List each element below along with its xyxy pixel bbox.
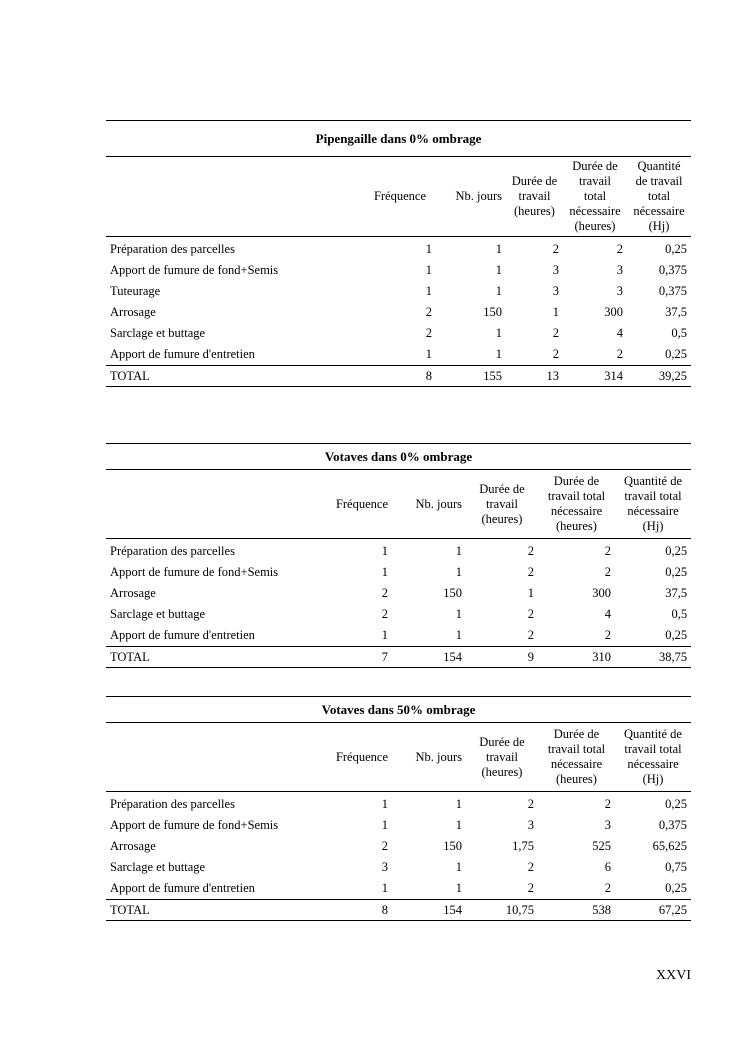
table-row — [106, 836, 691, 857]
row-label: Apport de fumure de fond+Semis — [110, 263, 279, 277]
row-label: Arrosage — [110, 305, 156, 319]
cell-nb-jours: 1 — [455, 797, 462, 811]
row-label: Apport de fumure de fond+Semis — [110, 565, 279, 579]
cell-duree: 2 — [527, 881, 534, 895]
cell-quantite: 0,25 — [665, 881, 688, 895]
cell-quantite: 0,5 — [671, 607, 688, 621]
row-label: Apport de fumure de fond+Semis — [110, 818, 279, 832]
table-row — [106, 815, 691, 836]
row-label: Apport de fumure d'entretien — [110, 347, 255, 361]
cell-duree: 2 — [527, 544, 534, 558]
cell-duree: 2 — [527, 860, 534, 874]
header-nb-jours: Nb. jours — [436, 157, 506, 237]
cell-duree: 2 — [552, 347, 559, 361]
page-number: XXVI — [656, 968, 691, 983]
header-quantite: Quantité de travail total nécessaire (Hj) — [615, 470, 691, 539]
row-label: Préparation des parcelles — [110, 544, 235, 558]
cell-quantite: 0,375 — [658, 818, 688, 832]
cell-frequence: 1 — [381, 797, 388, 811]
cell-duree: 3 — [527, 818, 534, 832]
row-label: Apport de fumure d'entretien — [110, 881, 255, 895]
row-label: Sarclage et buttage — [110, 607, 206, 621]
cell-duree: 1 — [527, 586, 534, 600]
cell-quantite: 0,25 — [665, 628, 688, 642]
cell-duree: 3 — [552, 284, 559, 298]
header-empty — [106, 723, 314, 792]
cell-nb-jours: 150 — [443, 586, 462, 600]
cell-frequence: 1 — [425, 242, 432, 256]
header-duree-travail: Durée de travail (heures) — [466, 470, 538, 539]
total-nb-jours: 155 — [436, 366, 506, 387]
cell-duree-total: 6 — [604, 860, 611, 874]
table-row — [106, 857, 691, 878]
table-pipengaille-0 — [106, 120, 691, 387]
header-duree-travail: Durée de travail (heures) — [466, 723, 538, 792]
total-nb-jours: 154 — [392, 900, 466, 921]
row-label: Arrosage — [110, 839, 156, 853]
total-quantite: 38,75 — [615, 647, 691, 668]
cell-duree-total: 2 — [604, 881, 611, 895]
total-quantite: 67,25 — [615, 900, 691, 921]
row-label: Sarclage et buttage — [110, 860, 206, 874]
cell-frequence: 1 — [381, 628, 388, 642]
cell-duree: 1 — [552, 305, 559, 319]
cell-frequence: 2 — [425, 305, 432, 319]
header-quantite: Quantité de travail total nécessaire (Hj) — [615, 723, 691, 792]
cell-frequence: 1 — [381, 565, 388, 579]
total-frequence: 8 — [314, 900, 392, 921]
total-row — [106, 647, 691, 668]
cell-nb-jours: 1 — [495, 263, 502, 277]
cell-frequence: 2 — [425, 326, 432, 340]
total-duree-total: 310 — [538, 647, 615, 668]
cell-duree-total: 300 — [604, 305, 623, 319]
cell-duree: 2 — [527, 797, 534, 811]
cell-nb-jours: 1 — [495, 326, 502, 340]
cell-duree-total: 4 — [604, 607, 611, 621]
total-label: TOTAL — [106, 647, 314, 668]
cell-quantite: 0,25 — [665, 544, 688, 558]
cell-duree-total: 2 — [616, 242, 623, 256]
header-duree-travail: Durée de travail (heures) — [506, 157, 563, 237]
table-row — [106, 237, 691, 261]
row-label: Arrosage — [110, 586, 156, 600]
cell-duree: 2 — [552, 326, 559, 340]
table-row — [106, 539, 691, 563]
cell-duree: 2 — [552, 242, 559, 256]
total-duree: 10,75 — [466, 900, 538, 921]
header-duree-total: Durée de travail total nécessaire (heures) — [538, 470, 615, 539]
table-row — [106, 792, 691, 816]
table-row — [106, 878, 691, 900]
cell-duree-total: 2 — [604, 565, 611, 579]
cell-quantite: 37,5 — [665, 305, 688, 319]
header-duree-total: Durée de travail total nécessaire (heures) — [563, 157, 627, 237]
header-empty — [106, 157, 338, 237]
cell-frequence: 1 — [425, 263, 432, 277]
row-label: Apport de fumure d'entretien — [110, 628, 255, 642]
cell-nb-jours: 150 — [483, 305, 502, 319]
cell-frequence: 3 — [381, 860, 388, 874]
cell-quantite: 0,375 — [658, 263, 688, 277]
cell-duree-total: 2 — [604, 628, 611, 642]
header-empty — [106, 470, 314, 539]
cell-duree-total: 4 — [616, 326, 623, 340]
cell-nb-jours: 1 — [455, 544, 462, 558]
cell-duree: 2 — [527, 607, 534, 621]
total-label: TOTAL — [106, 366, 338, 387]
table-votaves-0 — [106, 443, 691, 668]
cell-duree-total: 300 — [592, 586, 611, 600]
total-label: TOTAL — [106, 900, 314, 921]
total-duree: 9 — [466, 647, 538, 668]
table-row — [106, 281, 691, 302]
cell-duree: 2 — [527, 565, 534, 579]
cell-quantite: 0,25 — [665, 565, 688, 579]
header-frequence: Fréquence — [338, 157, 436, 237]
header-duree-total: Durée de travail total nécessaire (heures) — [538, 723, 615, 792]
table-title: Votaves dans 0% ombrage — [106, 444, 691, 470]
cell-duree: 3 — [552, 263, 559, 277]
cell-nb-jours: 1 — [455, 607, 462, 621]
total-frequence: 8 — [338, 366, 436, 387]
total-frequence: 7 — [314, 647, 392, 668]
cell-quantite: 0,75 — [665, 860, 688, 874]
cell-nb-jours: 1 — [455, 860, 462, 874]
cell-frequence: 1 — [381, 881, 388, 895]
header-frequence: Fréquence — [314, 470, 392, 539]
cell-frequence: 1 — [381, 818, 388, 832]
table-row — [106, 604, 691, 625]
cell-frequence: 1 — [425, 347, 432, 361]
cell-duree: 2 — [527, 628, 534, 642]
cell-quantite: 0,375 — [658, 284, 688, 298]
total-row — [106, 900, 691, 921]
cell-quantite: 0,5 — [671, 326, 688, 340]
row-label: Sarclage et buttage — [110, 326, 206, 340]
cell-quantite: 0,25 — [665, 797, 688, 811]
total-quantite: 39,25 — [627, 366, 691, 387]
cell-nb-jours: 1 — [455, 628, 462, 642]
cell-nb-jours: 1 — [455, 818, 462, 832]
cell-frequence: 2 — [381, 839, 388, 853]
header-frequence: Fréquence — [314, 723, 392, 792]
total-duree-total: 538 — [538, 900, 615, 921]
cell-duree-total: 2 — [616, 347, 623, 361]
cell-nb-jours: 1 — [495, 242, 502, 256]
cell-quantite: 37,5 — [665, 586, 688, 600]
table-row — [106, 562, 691, 583]
cell-nb-jours: 1 — [455, 881, 462, 895]
header-quantite: Quantité de travail total nécessaire (Hj) — [627, 157, 691, 237]
table-title: Votaves dans 50% ombrage — [106, 697, 691, 723]
total-duree-total: 314 — [563, 366, 627, 387]
cell-nb-jours: 150 — [443, 839, 462, 853]
table-row — [106, 583, 691, 604]
cell-nb-jours: 1 — [455, 565, 462, 579]
table-votaves-50 — [106, 696, 691, 921]
table-row — [106, 625, 691, 647]
cell-duree: 1,75 — [512, 839, 534, 853]
cell-nb-jours: 1 — [495, 347, 502, 361]
table-row — [106, 260, 691, 281]
cell-frequence: 2 — [381, 586, 388, 600]
table-row — [106, 323, 691, 344]
table-row — [106, 344, 691, 366]
cell-frequence: 1 — [425, 284, 432, 298]
cell-duree-total: 3 — [616, 263, 623, 277]
cell-duree-total: 3 — [604, 818, 611, 832]
total-row — [106, 366, 691, 387]
total-nb-jours: 154 — [392, 647, 466, 668]
cell-duree-total: 2 — [604, 797, 611, 811]
table-row — [106, 302, 691, 323]
header-nb-jours: Nb. jours — [392, 723, 466, 792]
cell-duree-total: 3 — [616, 284, 623, 298]
row-label: Tuteurage — [110, 284, 161, 298]
table-title: Pipengaille dans 0% ombrage — [106, 121, 691, 157]
cell-duree-total: 2 — [604, 544, 611, 558]
cell-frequence: 1 — [381, 544, 388, 558]
cell-quantite: 65,625 — [652, 839, 688, 853]
total-duree: 13 — [506, 366, 563, 387]
cell-frequence: 2 — [381, 607, 388, 621]
row-label: Préparation des parcelles — [110, 797, 235, 811]
cell-quantite: 0,25 — [665, 242, 688, 256]
cell-quantite: 0,25 — [665, 347, 688, 361]
cell-duree-total: 525 — [592, 839, 611, 853]
cell-nb-jours: 1 — [495, 284, 502, 298]
row-label: Préparation des parcelles — [110, 242, 235, 256]
header-nb-jours: Nb. jours — [392, 470, 466, 539]
